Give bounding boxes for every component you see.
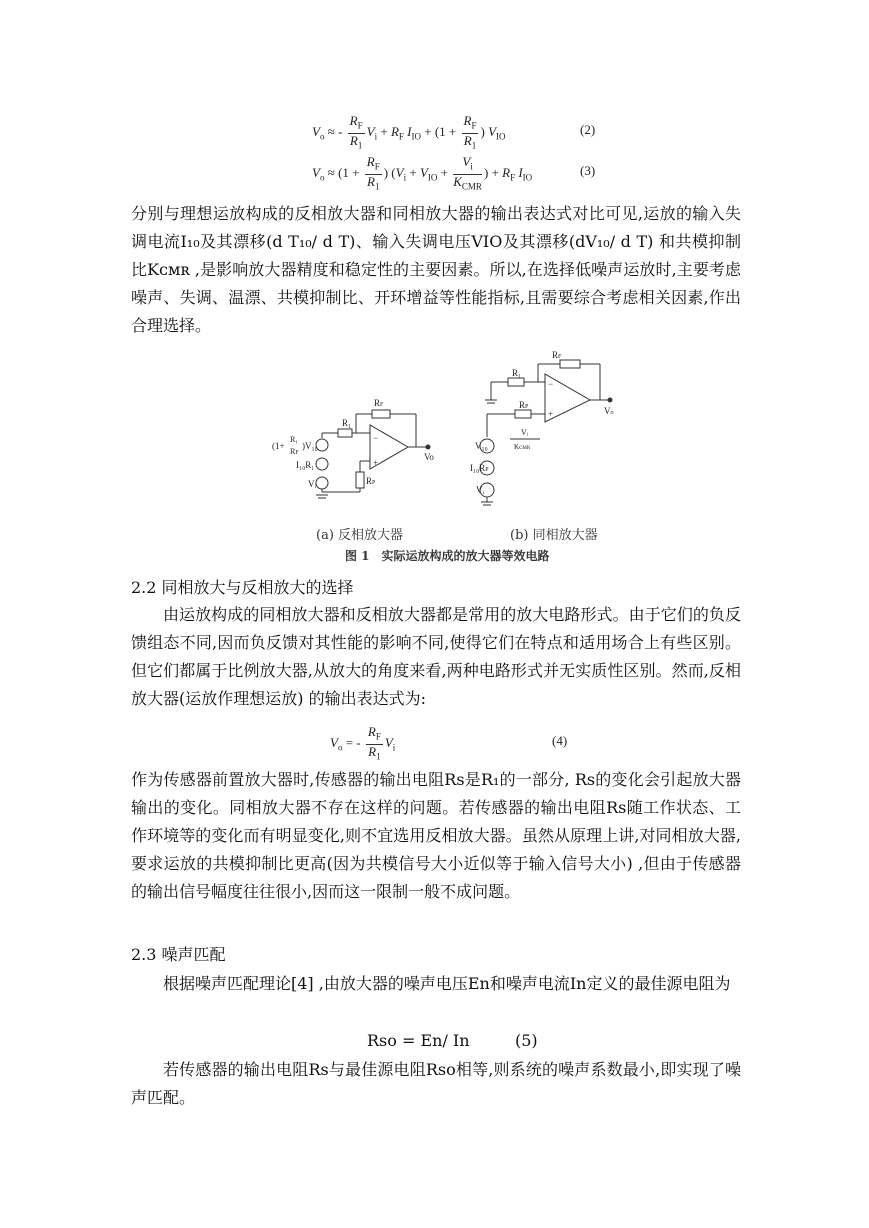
figure-1-circuits [0,342,869,542]
svg-text:)V₁₀: )V₁₀ [302,441,318,451]
equation-2: $V_o$ ≈ - $\frac{R_F}{R_1}$ $V_i + R_F$ $I_{IO} + (1$ + $\frac{R_F}{R_1}$ ) $V_{IO}$ [312,113,506,151]
svg-text:+: + [373,458,379,468]
svg-text:V₁₀: V₁₀ [475,441,488,451]
svg-text:I₁₀RP: I₁₀RP [470,463,489,473]
svg-text:Vo: Vo [604,406,614,416]
equation-3: $V_o \approx (1$ + $\frac{R_F}{R_1}$ ) ($V_i + V_{IO}$ + $\frac{V_i}{K_{CMR}}$ ) + $R_F$ $I_{IO}$ [312,154,533,192]
svg-text:R₁: R₁ [290,435,299,444]
svg-text:Vᵢ: Vᵢ [521,428,529,437]
svg-text:RF: RF [374,398,384,408]
svg-text:R₁: R₁ [342,418,352,428]
equation-5: Rso = En/ In [367,1031,470,1050]
svg-text:RF: RF [552,350,562,360]
svg-text:I₁₀R₁: I₁₀R₁ [296,460,315,470]
paragraph-noise-matching: 根据噪声匹配理论[4] ,由放大器的噪声电压En和噪声电流In定义的最佳源电阻为 [163,974,731,993]
svg-text:KCMR: KCMR [514,443,531,451]
svg-text:R₁: R₁ [512,368,522,378]
svg-text:RF: RF [290,447,299,456]
paragraph-noise-conclusion: 若传感器的输出电阻Rs与最佳源电阻Rso相等,则系统的噪声系数最小,即实现了噪声匹配。 [131,1060,741,1107]
equation-2-number: (2) [580,122,596,137]
svg-text:−: − [548,379,554,389]
svg-text:(1+: (1+ [272,441,285,451]
svg-text:RP: RP [519,400,529,410]
section-2-2-heading: 2.2 同相放大与反相放大的选择 [131,578,354,597]
equation-3-number: (3) [580,163,596,178]
figure-title: 图 1 实际运放构成的放大器等效电路 [345,549,550,563]
svg-text:Vo: Vo [424,452,434,462]
svg-text:RP: RP [366,476,376,486]
figure-caption-b: (b) 同相放大器 [510,528,598,543]
equation-5-number: (5) [515,1031,538,1050]
equation-4-number: (4) [552,733,568,748]
svg-text:+: + [548,409,554,419]
section-2-3-heading: 2.3 噪声匹配 [131,945,226,964]
svg-text:Vᵢ: Vᵢ [308,479,316,489]
svg-text:Vᵢ: Vᵢ [476,485,484,495]
paragraph-amplifier-choice: 由运放构成的同相放大器和反相放大器都是常用的放大电路形式。由于它们的负反馈组态不同,因而负反馈对其性能的影响不同,使得它们在特点和适用场合上有些区别。但它们都属于比例放大器,从放大的角度来看,两种电路形式并无实质性区别。然而,反相放大器(运放作理想运放) 的输出表达式为: [131,605,741,708]
paragraph-opamp-parameters: 分别与理想运放构成的反相放大器和同相放大器的输出表达式对比可见,运放的输入失调电流I₁₀及其漂移(d T₁₀/ d T)、输入失调电压VIO及其漂移(dV₁₀/ d T) 和共模抑制比Kᴄᴍʀ ,是影响放大器精度和稳定性的主要因素。所以,在选择低噪声运放时,主要考虑噪声、失调、温漂、共模抑制比、开环增益等性能指标,且需要综合考虑相关因素,作出合理选择。 [131,204,741,335]
equation-4: $V_o$ = - $\frac{R_F}{R_1}$ $V_i$ [330,724,396,762]
paragraph-sensor-preamp: 作为传感器前置放大器时,传感器的输出电阻Rs是R₁的一部分, Rs的变化会引起放大器输出的变化。同相放大器不存在这样的问题。若传感器的输出电阻Rs随工作状态、工作环境等的变化而有明显变化,则不宜选用反相放大器。虽然从原理上讲,对同相放大器,要求运放的共模抑制比更高(因为共模信号大小近似等于输入信号大小) ,但由于传感器的输出信号幅度往往很小,因而这一限制一般不成问题。 [131,770,741,901]
svg-text:−: − [373,433,379,443]
figure-caption-a: (a) 反相放大器 [316,528,404,543]
